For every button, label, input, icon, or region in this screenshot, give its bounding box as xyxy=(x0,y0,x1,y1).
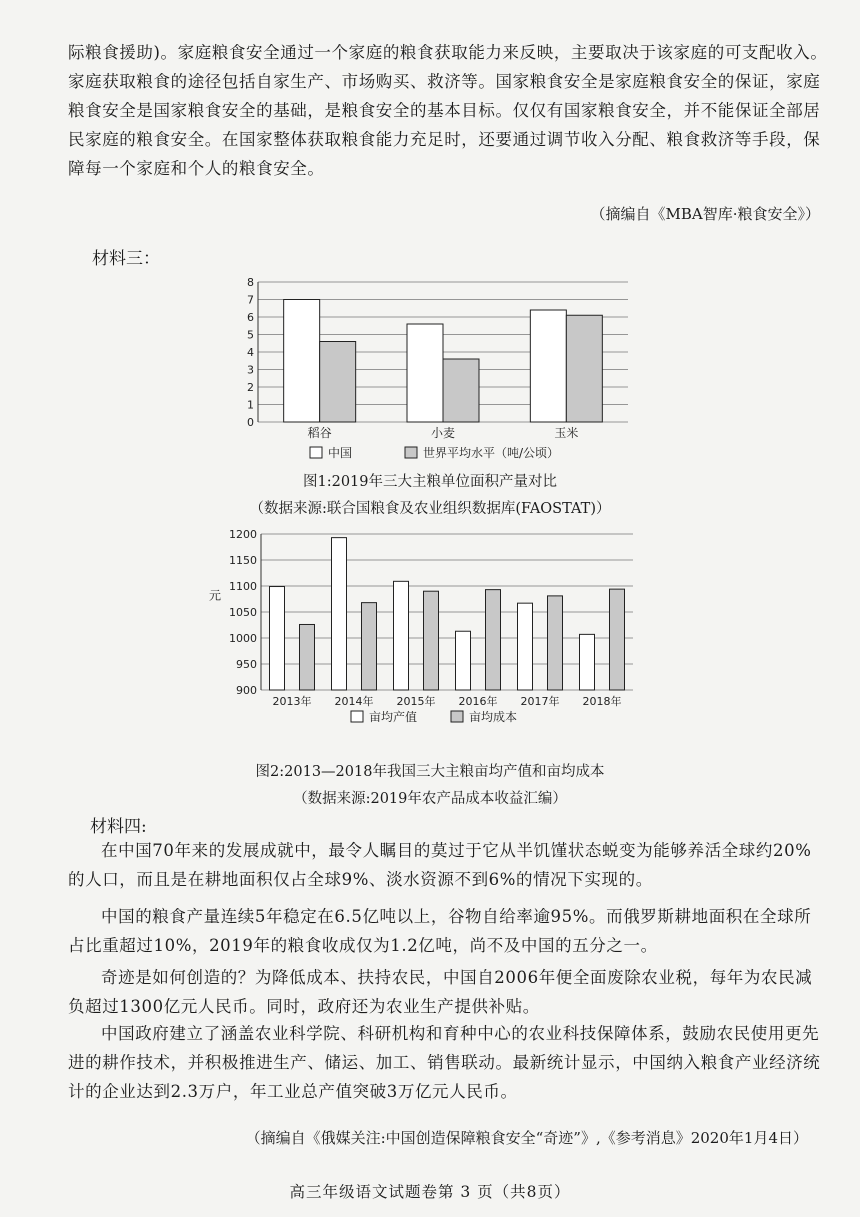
x-tick-label: 2016年 xyxy=(458,695,498,708)
bar-series-1 xyxy=(456,631,471,690)
figure-2-title: 图2:2013—2018年我国三大主粮亩均产值和亩均成本 xyxy=(255,764,605,780)
material-four-paragraph-4: 中国政府建立了涵盖农业科学院、科研机构和育种中心的农业科技保障体系，鼓励农民使用更先进的耕作技术，并积极推进生产、储运、加工、销售联动。最新统计显示，中国纳入粮食产业经济统计的企业达到2.3万户，年工业总产值突破3万亿元人民币。 xyxy=(68,1024,821,1101)
x-tick-label: 2014年 xyxy=(334,695,374,708)
y-tick-label: 1 xyxy=(247,398,254,412)
legend-swatch xyxy=(351,711,363,722)
y-tick-label: 6 xyxy=(247,311,254,324)
x-tick-label: 2015年 xyxy=(396,695,436,708)
bar-series-2 xyxy=(424,591,439,690)
bar-series-2 xyxy=(486,590,501,690)
material-four-paragraph-1: 在中国70年来的发展成就中，最令人瞩目的莫过于它从半饥馑状态蜕变为能够养活全球约20%的人口，而且是在耕地面积仅占全球9%、淡水资源不到6%的情况下实现的。 xyxy=(68,841,812,889)
passage-two-source: （摘编自《MBA智库·粮食安全》） xyxy=(590,205,820,223)
legend-label: 亩均成本 xyxy=(469,710,518,724)
material-four-heading: 材料四: xyxy=(90,817,147,837)
y-axis-label: 元 xyxy=(209,588,222,603)
bar-series-2 xyxy=(566,315,602,422)
y-tick-label: 5 xyxy=(247,328,254,342)
material-four-paragraph-3: 奇迹是如何创造的？为降低成本、扶持农民，中国自2006年便全面废除农业税，每年为农民减负超过1300亿元人民币。同时，政府还为农业生产提供补贴。 xyxy=(68,968,813,1016)
material-three-heading: 材料三： xyxy=(92,249,160,269)
y-tick-label: 900 xyxy=(236,684,257,697)
y-tick-label: 950 xyxy=(236,658,257,671)
bar-series-2 xyxy=(548,596,563,690)
material-four-source: （摘编自《俄媒关注:中国创造保障粮食安全“奇迹”》,《参考消息》2020年1月4日） xyxy=(245,1129,808,1147)
x-tick-label: 稻谷 xyxy=(307,426,332,440)
bar-series-2 xyxy=(300,624,315,690)
legend-swatch xyxy=(310,447,322,458)
bar-series-1 xyxy=(407,324,443,422)
bar-series-2 xyxy=(443,359,479,422)
y-tick-label: 1050 xyxy=(229,606,257,619)
x-tick-label: 2018年 xyxy=(582,695,622,708)
x-tick-label: 玉米 xyxy=(554,426,579,440)
x-tick-label: 2017年 xyxy=(520,695,560,708)
figure-2-chart xyxy=(205,522,645,732)
legend-swatch xyxy=(405,447,417,458)
y-tick-label: 1000 xyxy=(229,632,257,645)
y-tick-label: 3 xyxy=(247,363,254,377)
y-tick-label: 4 xyxy=(247,346,254,359)
bar-series-1 xyxy=(284,300,320,423)
legend-label: 亩均产值 xyxy=(369,710,418,724)
x-tick-label: 2013年 xyxy=(272,695,312,708)
bar-series-2 xyxy=(362,603,377,690)
y-tick-label: 0 xyxy=(247,416,254,429)
figure-1-title: 图1:2019年三大主粮单位面积产量对比 xyxy=(302,474,557,490)
bar-series-1 xyxy=(518,603,533,690)
bar-series-1 xyxy=(394,581,409,690)
y-tick-label: 1200 xyxy=(229,528,257,541)
y-tick-label: 7 xyxy=(247,293,254,307)
x-tick-label: 小麦 xyxy=(430,426,456,440)
y-tick-label: 8 xyxy=(247,276,254,289)
y-tick-label: 1150 xyxy=(229,554,257,567)
passage-two-paragraph: 际粮食援助)。家庭粮食安全通过一个家庭的粮食获取能力来反映，主要取决于该家庭的可支配收入。家庭获取粮食的途径包括自家生产、市场购买、救济等。国家粮食安全是家庭粮食安全的保证，家庭粮食安全是国家粮食安全的基础，是粮食安全的基本目标。仅仅有国家粮食安全，并不能保证全部居民家庭的粮食安全。在国家整体获取粮食能力充足时，还要通过调节收入分配、粮食救济等手段，保障每一个家庭和个人的粮食安全。 xyxy=(68,43,828,178)
bar-series-1 xyxy=(332,538,347,690)
legend-label: 中国 xyxy=(328,446,353,460)
figure-2-source: （数据来源:2019年农产品成本收益汇编） xyxy=(293,791,567,807)
bar-series-1 xyxy=(270,587,285,690)
bar-series-2 xyxy=(610,589,625,690)
bar-series-1 xyxy=(530,310,566,422)
bar-series-1 xyxy=(580,634,595,690)
figure-1-chart xyxy=(230,268,650,468)
material-four-paragraph-2: 中国的粮食产量连续5年稳定在6.5亿吨以上，谷物自给率逾95%。而俄罗斯耕地面积在全球所占比重超过10%，2019年的粮食收成仅为1.2亿吨，尚不及中国的五分之一。 xyxy=(68,907,812,955)
bar-series-2 xyxy=(320,342,356,423)
page-footer: 高三年级语文试题卷第 3 页（共8页） xyxy=(289,1183,571,1201)
y-tick-label: 1100 xyxy=(229,580,257,593)
figure-1-source: （数据来源:联合国粮食及农业组织数据库(FAOSTAT)） xyxy=(249,501,611,517)
legend-label: 世界平均水平（吨/公顷） xyxy=(423,446,560,460)
y-tick-label: 2 xyxy=(247,381,254,394)
legend-swatch xyxy=(451,711,463,722)
